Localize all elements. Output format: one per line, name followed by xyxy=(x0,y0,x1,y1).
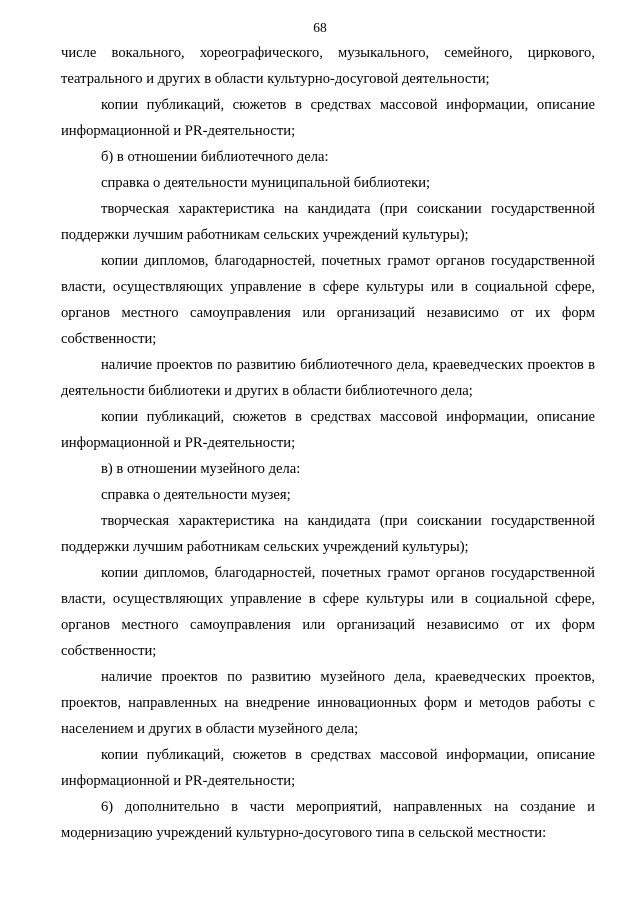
document-body xyxy=(61,40,595,846)
section-heading-library: б) в отношении библиотечного дела: xyxy=(101,149,329,165)
paragraph: наличие проектов по развитию библиотечного дела, краеведческих проектов в деятельности библиотеки и других в области библиотечного дела; xyxy=(61,357,595,399)
paragraph: справка о деятельности муниципальной библиотеки; xyxy=(101,175,431,191)
paragraph: копии публикаций, сюжетов в средствах массовой информации, описание информационной и PR-деятельности; xyxy=(61,97,595,139)
paragraph: копии дипломов, благодарностей, почетных грамот органов государственной власти, осуществляющих управление в сфере культуры или в социальной сфере, органов местного самоуправления или организаций независимо от их форм собственности; xyxy=(61,565,595,659)
page-number: 68 xyxy=(313,20,327,35)
section-heading-additional: 6) дополнительно в части мероприятий, направленных на создание и модернизацию учреждений культурно-досугового типа в сельской местности: xyxy=(61,799,595,841)
paragraph: копии дипломов, благодарностей, почетных грамот органов государственной власти, осуществляющих управление в сфере культуры или в социальной сфере, органов местного самоуправления или организаций независимо от их форм собственности; xyxy=(61,253,595,347)
paragraph: справка о деятельности музея; xyxy=(101,487,291,503)
paragraph: творческая характеристика на кандидата (при соискании государственной поддержки лучшим работникам сельских учреждений культуры); xyxy=(61,201,595,243)
paragraph: творческая характеристика на кандидата (при соискании государственной поддержки лучшим работникам сельских учреждений культуры); xyxy=(61,513,595,555)
paragraph: наличие проектов по развитию музейного дела, краеведческих проектов, проектов, направленных на внедрение инновационных форм и методов работы с населением и других в области музейного дела; xyxy=(61,669,595,737)
paragraph: числе вокального, хореографического, музыкального, семейного, циркового, театрального и других в области культурно-досуговой деятельности; xyxy=(61,45,595,87)
paragraph: копии публикаций, сюжетов в средствах массовой информации, описание информационной и PR-деятельности; xyxy=(61,747,595,789)
section-heading-museum: в) в отношении музейного дела: xyxy=(101,461,301,477)
paragraph: копии публикаций, сюжетов в средствах массовой информации, описание информационной и PR-деятельности; xyxy=(61,409,595,451)
